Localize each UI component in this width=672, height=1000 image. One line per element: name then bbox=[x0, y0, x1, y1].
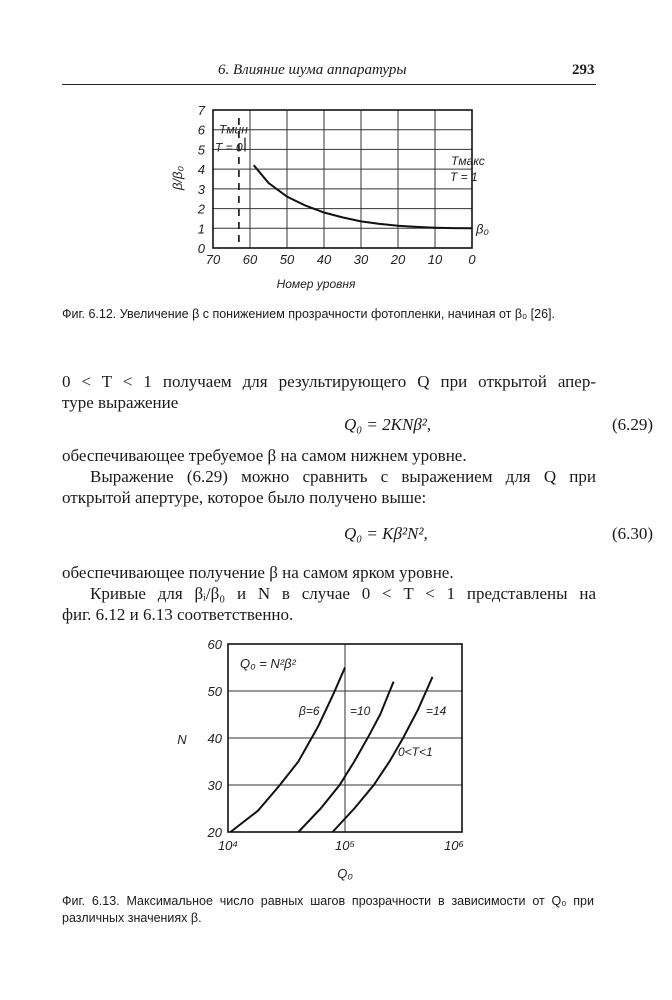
x-tick-label: 10 bbox=[427, 252, 443, 267]
figure-6-13-plot bbox=[170, 632, 500, 882]
annotation-tmax: Tмакс bbox=[451, 154, 485, 169]
y-tick-label: 3 bbox=[197, 181, 205, 197]
chapter-title: 6. Влияние шума аппаратуры bbox=[218, 62, 407, 78]
x-tick-label: 70 bbox=[205, 252, 221, 267]
series-line-beta-ratio bbox=[254, 165, 472, 228]
y-tick-label: 50 bbox=[207, 684, 222, 699]
figure-6-12-caption: Фиг. 6.12. Увеличение β с понижением прозрачности фотопленки, начиная от β₀ [26]. bbox=[62, 307, 555, 321]
paragraph-line: фиг. 6.12 и 6.13 соответственно. bbox=[62, 605, 294, 624]
equation-6-30 bbox=[62, 522, 654, 548]
x-tick-label: 10⁴ bbox=[217, 838, 239, 853]
y-tick-label: 7 bbox=[197, 103, 205, 118]
header-rule bbox=[62, 84, 596, 85]
equation-formula: Q₀ = 2KNβ², bbox=[344, 415, 432, 434]
y-axis-label: β/β₀ bbox=[170, 166, 185, 190]
x-tick-label: 10⁵ bbox=[335, 838, 355, 853]
x-tick-label: 40 bbox=[316, 252, 332, 267]
y-tick-label: 5 bbox=[197, 142, 205, 158]
series-label: β=6 bbox=[299, 704, 320, 718]
equation-number: (6.30) bbox=[612, 524, 654, 543]
annotation-t-one: T = 1 bbox=[450, 169, 478, 184]
equation-number: (6.29) bbox=[612, 415, 654, 434]
paragraph-line: туре выражение bbox=[62, 393, 179, 412]
paragraph-line: Кривые для βᵢ/β₀ и N в случае 0 < T < 1 представлены на bbox=[90, 584, 596, 603]
x-tick-label: 30 bbox=[353, 252, 369, 267]
paragraph-line: обеспечивающее получение β на самом ярком уровне. bbox=[62, 563, 454, 582]
x-tick-label: 60 bbox=[242, 252, 258, 267]
x-tick-label: 10⁶ bbox=[444, 838, 464, 853]
figure-6-12-plot bbox=[160, 98, 520, 294]
annotation-formula: Q₀ = N²β² bbox=[240, 656, 296, 671]
y-tick-label: 20 bbox=[207, 825, 222, 840]
y-tick-label: 1 bbox=[197, 221, 205, 237]
annotation-t-zero: T = 0 bbox=[215, 140, 243, 155]
figure-6-13 bbox=[170, 632, 500, 882]
figure-6-13-caption: Фиг. 6.13. Максимальное число равных шагов прозрачности в зависимости от Q₀ при различных значениях β. bbox=[62, 894, 594, 925]
equation-6-29 bbox=[62, 413, 654, 439]
series-line-1 bbox=[231, 668, 346, 833]
y-tick-label: 40 bbox=[207, 731, 222, 746]
y-tick-label: 0 bbox=[197, 241, 205, 256]
y-tick-label: 4 bbox=[197, 162, 205, 178]
figure-6-12 bbox=[160, 98, 520, 294]
x-tick-label: 50 bbox=[279, 252, 295, 267]
y-tick-label: 2 bbox=[197, 201, 205, 217]
x-axis-label: Номер уровня bbox=[276, 277, 356, 291]
y-axis-label: N bbox=[177, 732, 187, 747]
equation-formula: Q₀ = Kβ²N², bbox=[344, 524, 428, 543]
series-label: =10 bbox=[350, 704, 371, 718]
x-tick-label: 20 bbox=[390, 252, 406, 267]
y-tick-label: 6 bbox=[197, 122, 205, 138]
y-tick-label: 60 bbox=[207, 637, 222, 652]
paragraph-line: 0 < T < 1 получаем для результирующего Q при открытой апер- bbox=[62, 372, 596, 391]
paragraph-line: открытой апертуре, которое было получено выше: bbox=[62, 488, 427, 507]
annotation-range: 0<T<1 bbox=[398, 745, 433, 760]
paragraph-line: обеспечивающее требуемое β на самом нижнем уровне. bbox=[62, 446, 467, 465]
running-head bbox=[0, 58, 672, 88]
body-text bbox=[62, 371, 654, 625]
series-label: =14 bbox=[426, 704, 447, 718]
annotation-tmin: Tмин bbox=[219, 122, 248, 137]
x-tick-label: 0 bbox=[468, 252, 476, 267]
annotation-beta0: β₀ bbox=[476, 221, 489, 237]
y-tick-label: 30 bbox=[207, 778, 222, 793]
paragraph-line: Выражение (6.29) можно сравнить с выражением для Q при bbox=[90, 467, 596, 486]
page-number: 293 bbox=[572, 62, 595, 78]
x-axis-label: Q₀ bbox=[337, 866, 353, 881]
